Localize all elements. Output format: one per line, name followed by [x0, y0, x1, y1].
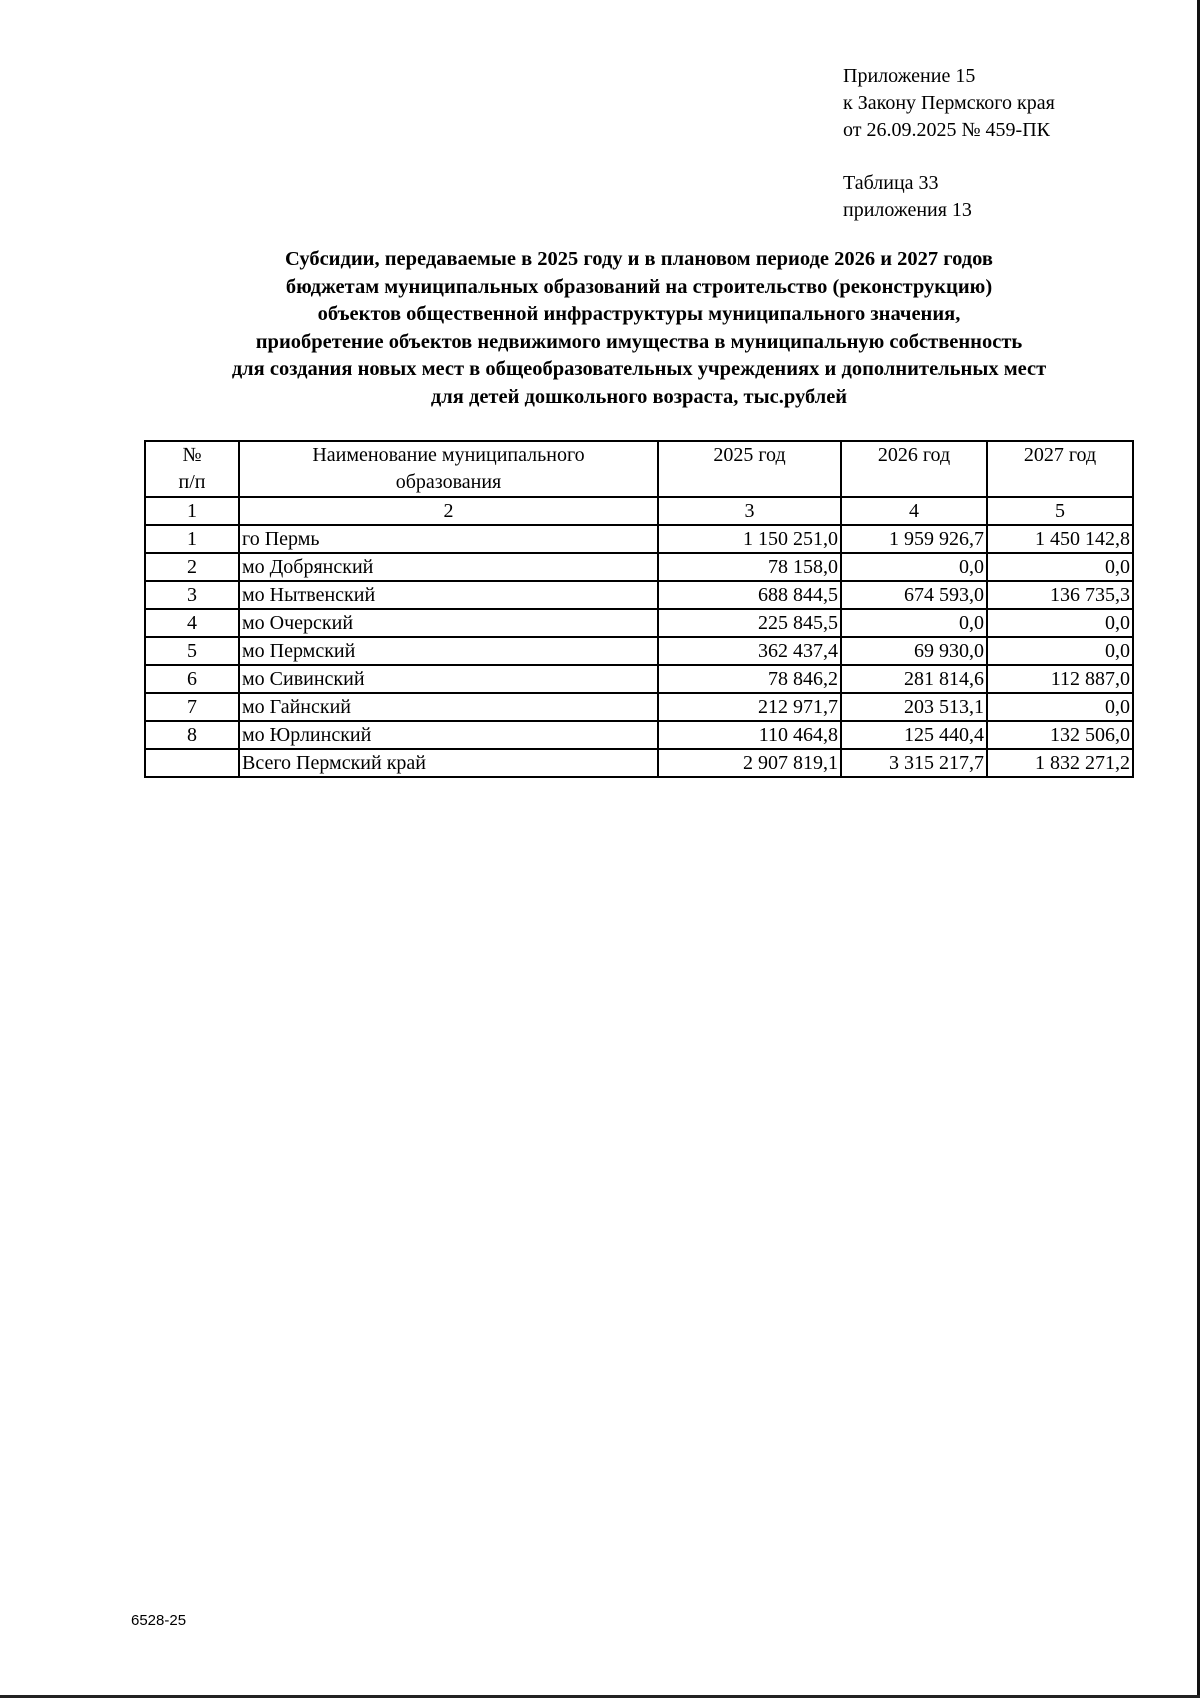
table-row	[145, 665, 1133, 693]
municipality-name: мо Гайнский	[239, 693, 658, 721]
municipality-name: мо Юрлинский	[239, 721, 658, 749]
table-row	[145, 637, 1133, 665]
municipality-name: мо Сивинский	[239, 665, 658, 693]
value-2025: 362 437,4	[658, 637, 841, 665]
header-2027: 2027 год	[987, 441, 1133, 497]
total-2025: 2 907 819,1	[658, 749, 841, 777]
municipality-name: мо Добрянский	[239, 553, 658, 581]
table-row	[145, 693, 1133, 721]
value-2025: 1 150 251,0	[658, 525, 841, 553]
value-2026: 281 814,6	[841, 665, 987, 693]
title-line: объектов общественной инфраструктуры муниципального значения,	[317, 303, 961, 325]
row-number: 1	[145, 525, 239, 553]
municipality-name: мо Нытвенский	[239, 581, 658, 609]
value-2027: 132 506,0	[987, 721, 1133, 749]
table-reference	[843, 170, 1163, 224]
column-index: 3	[658, 497, 841, 525]
appendix-line: к Закону Пермского края	[843, 92, 1055, 114]
table-ref-line: Таблица 33	[843, 172, 939, 194]
table-header-row	[145, 441, 1133, 497]
value-2026: 1 959 926,7	[841, 525, 987, 553]
value-2026: 0,0	[841, 609, 987, 637]
table-row	[145, 553, 1133, 581]
title-line: приобретение объектов недвижимого имущества в муниципальную собственность	[255, 330, 1023, 353]
value-2027: 112 887,0	[987, 665, 1133, 693]
value-2027: 0,0	[987, 693, 1133, 721]
header-2025: 2025 год	[658, 441, 841, 497]
value-2026: 203 513,1	[841, 693, 987, 721]
total-row-number	[145, 749, 239, 777]
value-2027: 136 735,3	[987, 581, 1133, 609]
total-label: Всего Пермский край	[239, 749, 658, 777]
value-2025: 110 464,8	[658, 721, 841, 749]
total-row	[145, 749, 1133, 777]
municipality-name: го Пермь	[239, 525, 658, 553]
table-row	[145, 721, 1133, 749]
document-title	[140, 246, 1138, 411]
table-row	[145, 525, 1133, 553]
header-num-line: п/п	[178, 471, 206, 493]
table-ref-line: приложения 13	[843, 199, 972, 221]
value-2025: 78 846,2	[658, 665, 841, 693]
value-2026: 674 593,0	[841, 581, 987, 609]
column-index-row	[145, 497, 1133, 525]
header-num	[145, 441, 239, 497]
value-2026: 125 440,4	[841, 721, 987, 749]
subsidies-table	[144, 440, 1134, 778]
municipality-name: мо Пермский	[239, 637, 658, 665]
title-line: для детей дошкольного возраста, тыс.рублей	[430, 385, 848, 408]
row-number: 6	[145, 665, 239, 693]
appendix-reference	[843, 63, 1163, 144]
title-line: бюджетам муниципальных образований на строительство (реконструкцию)	[285, 275, 993, 298]
title-line: Субсидии, передаваемые в 2025 году и в плановом периоде 2026 и 2027 годов	[285, 248, 993, 270]
row-number: 3	[145, 581, 239, 609]
table-row	[145, 609, 1133, 637]
value-2025: 78 158,0	[658, 553, 841, 581]
column-index: 2	[239, 497, 658, 525]
row-number: 2	[145, 553, 239, 581]
value-2027: 0,0	[987, 609, 1133, 637]
column-index: 5	[987, 497, 1133, 525]
total-2027: 1 832 271,2	[987, 749, 1133, 777]
header-2026: 2026 год	[841, 441, 987, 497]
row-number: 4	[145, 609, 239, 637]
header-num-line: №	[182, 444, 202, 466]
column-index: 1	[145, 497, 239, 525]
value-2025: 688 844,5	[658, 581, 841, 609]
total-2026: 3 315 217,7	[841, 749, 987, 777]
value-2027: 1 450 142,8	[987, 525, 1133, 553]
document-number: 6528-25	[131, 1612, 187, 1629]
value-2025: 212 971,7	[658, 693, 841, 721]
table-row	[145, 581, 1133, 609]
value-2026: 0,0	[841, 553, 987, 581]
column-index: 4	[841, 497, 987, 525]
value-2025: 225 845,5	[658, 609, 841, 637]
value-2027: 0,0	[987, 553, 1133, 581]
appendix-line: от 26.09.2025 № 459-ПК	[843, 119, 1051, 141]
value-2026: 69 930,0	[841, 637, 987, 665]
appendix-line: Приложение 15	[843, 65, 976, 87]
row-number: 7	[145, 693, 239, 721]
header-municipality: Наименование муниципального образования	[239, 441, 658, 497]
municipality-name: мо Очерский	[239, 609, 658, 637]
title-line: для создания новых мест в общеобразовательных учреждениях и дополнительных мест	[231, 358, 1047, 380]
row-number: 5	[145, 637, 239, 665]
value-2027: 0,0	[987, 637, 1133, 665]
row-number: 8	[145, 721, 239, 749]
